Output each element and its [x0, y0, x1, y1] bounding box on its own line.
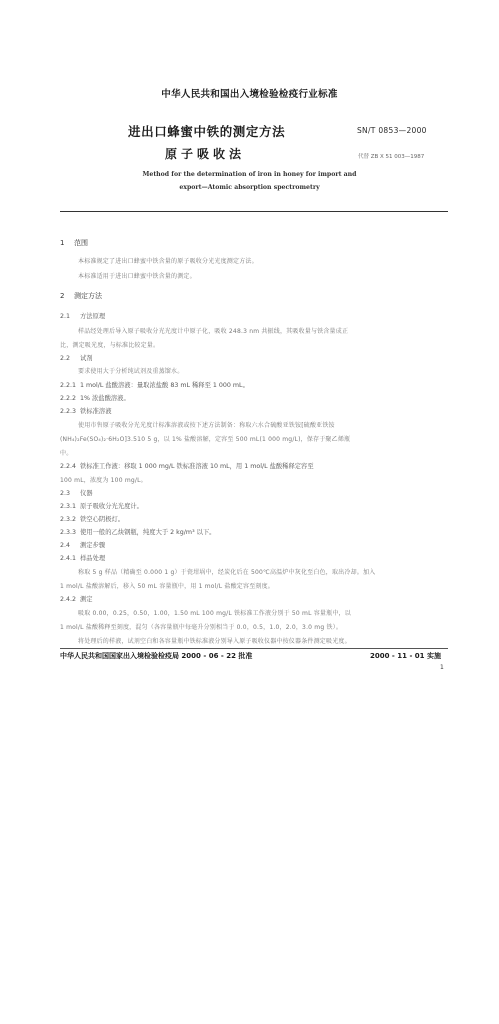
replaces-standard: 代替 ZB X 51 003—1987: [358, 154, 425, 160]
paragraph: 吸取 0.00，0.25，0.50，1.00，1.50 mL 100 mg/L 铁标准工作液分别于 50 mL 容量瓶中，以: [78, 610, 351, 617]
section-number: 2: [60, 292, 65, 300]
section-title: 范围: [74, 239, 88, 247]
clause-number: 2.2.1: [60, 382, 77, 389]
section-heading-1: [60, 238, 88, 248]
standard-code: SN/T 0853—2000: [357, 126, 427, 135]
paragraph: 100 mL，浓度为 100 mg/L。: [60, 477, 147, 484]
approval-line: 中华人民共和国国家出入境检验检疫局 2000 - 06 - 22 批准: [60, 652, 253, 660]
clause-text: 1 mol/L 盐酸溶液：量取浓盐酸 83 mL 稀释至 1 000 mL。: [80, 382, 249, 389]
clause-number: 2.3.1: [60, 503, 77, 510]
paragraph: 中。: [60, 450, 73, 457]
clause-text: 使用一般的乙炔钢瓶，纯度大于 2 kg/m³ 以下。: [80, 529, 216, 536]
clause-text: 原子吸收分光光度计。: [80, 503, 143, 510]
paragraph: 要求使用大于分析纯试剂及重蒸馏水。: [78, 368, 184, 375]
paragraph: (NH₄)₂Fe(SO₄)₂·6H₂O]3.510 5 g，以 1% 盐酸溶解，定容至 500 mL(1 000 mg/L)，保存于聚乙烯瓶: [60, 436, 351, 443]
clause: [60, 527, 215, 536]
document-subtitle: 原子吸收法: [165, 147, 246, 161]
clause-number: 2.2.2: [60, 395, 77, 402]
clause-number: 2.4.1: [60, 555, 77, 562]
clause-number: 2.2.4: [60, 463, 77, 470]
clause: [60, 514, 124, 523]
subsection-number: 2.2: [60, 355, 71, 362]
english-title-line-1: Method for the determination of iron in honey for import and: [142, 171, 357, 178]
paragraph: 1 mol/L 盐酸稀释至刻度，混匀（各容量瓶中每毫升分别相当于 0.0，0.5，1.0，2.0，3.0 mg 铁）。: [60, 624, 343, 631]
document-title: 进出口蜂蜜中铁的测定方法: [128, 124, 286, 139]
paragraph: 1 mol/L 盐酸溶解后，移入 50 mL 容量瓶中，用 1 mol/L 盐酸定容至刻度。: [60, 583, 275, 590]
subsection-number: 2.3: [60, 490, 71, 497]
paragraph: 使用市售原子吸收分光光度计标准溶液或按下述方法制备：称取六水合硫酸亚铁铵[硫酸亚铁铵: [78, 422, 335, 429]
clause-text: 测定: [80, 596, 93, 603]
clause-text: 铁标准工作液：移取 1 000 mg/L 铁标准溶液 10 mL，用 1 mol/L 盐酸稀释定容至: [80, 463, 314, 470]
clause-number: 2.2.3: [60, 408, 77, 415]
section-heading-2: [60, 291, 102, 301]
clause: [60, 393, 130, 402]
header-divider: [60, 211, 448, 212]
clause-text: 铁空心阴极灯。: [80, 516, 125, 523]
subsection-heading: [60, 540, 105, 549]
english-title-line-2: export—Atomic absorption spectrometry: [179, 184, 320, 191]
paragraph: 比，测定吸光度，与标准比较定量。: [60, 342, 160, 349]
paragraph: 样品经处理后导入原子吸收分光光度计中原子化，吸收 248.3 nm 共振线，其吸收量与铁含量成正: [78, 328, 349, 335]
subsection-title: 试剂: [80, 355, 93, 362]
clause: [60, 594, 93, 603]
section-title: 测定方法: [74, 292, 102, 300]
subsection-title: 测定步骤: [80, 542, 106, 549]
paragraph: 本标准适用于进出口蜂蜜中铁含量的测定。: [78, 273, 196, 280]
clause: [60, 406, 111, 415]
subsection-title: 仪器: [80, 490, 93, 497]
paragraph: 将处理后的样液，试剂空白和各容量瓶中铁标准液分别导入原子吸收仪器中按仪器条件测定吸光度。: [78, 638, 351, 645]
body-footer-divider: [60, 648, 448, 649]
subsection-number: 2.4: [60, 542, 71, 549]
effective-date: 2000 - 11 - 01 实施: [370, 652, 441, 660]
clause: [60, 501, 143, 510]
subsection-heading: [60, 488, 93, 497]
subsection-heading: [60, 311, 105, 320]
clause: [60, 380, 249, 389]
clause-number: 2.3.2: [60, 516, 77, 523]
subsection-heading: [60, 353, 93, 362]
clause-number: 2.4.2: [60, 596, 77, 603]
clause-number: 2.3.3: [60, 529, 77, 536]
paragraph: 本标准规定了进出口蜂蜜中铁含量的原子吸收分光光度测定方法。: [78, 258, 258, 265]
clause-text: 1% 浓盐酸溶液。: [80, 395, 130, 402]
standard-organization-header: 中华人民共和国出入境检验检疫行业标准: [161, 89, 338, 100]
subsection-number: 2.1: [60, 313, 71, 320]
section-number: 1: [60, 239, 65, 247]
clause: [60, 461, 314, 470]
clause-text: 铁标准溶液: [80, 408, 112, 415]
clause-text: 样品处理: [80, 555, 106, 562]
subsection-title: 方法原理: [80, 313, 106, 320]
page-number: 1: [440, 664, 444, 671]
paragraph: 称取 5 g 样品（精确至 0.000 1 g）于瓷坩埚中，经炭化后在 500℃高温炉中灰化至白色，取出冷却。加入: [78, 569, 376, 576]
clause: [60, 553, 105, 562]
